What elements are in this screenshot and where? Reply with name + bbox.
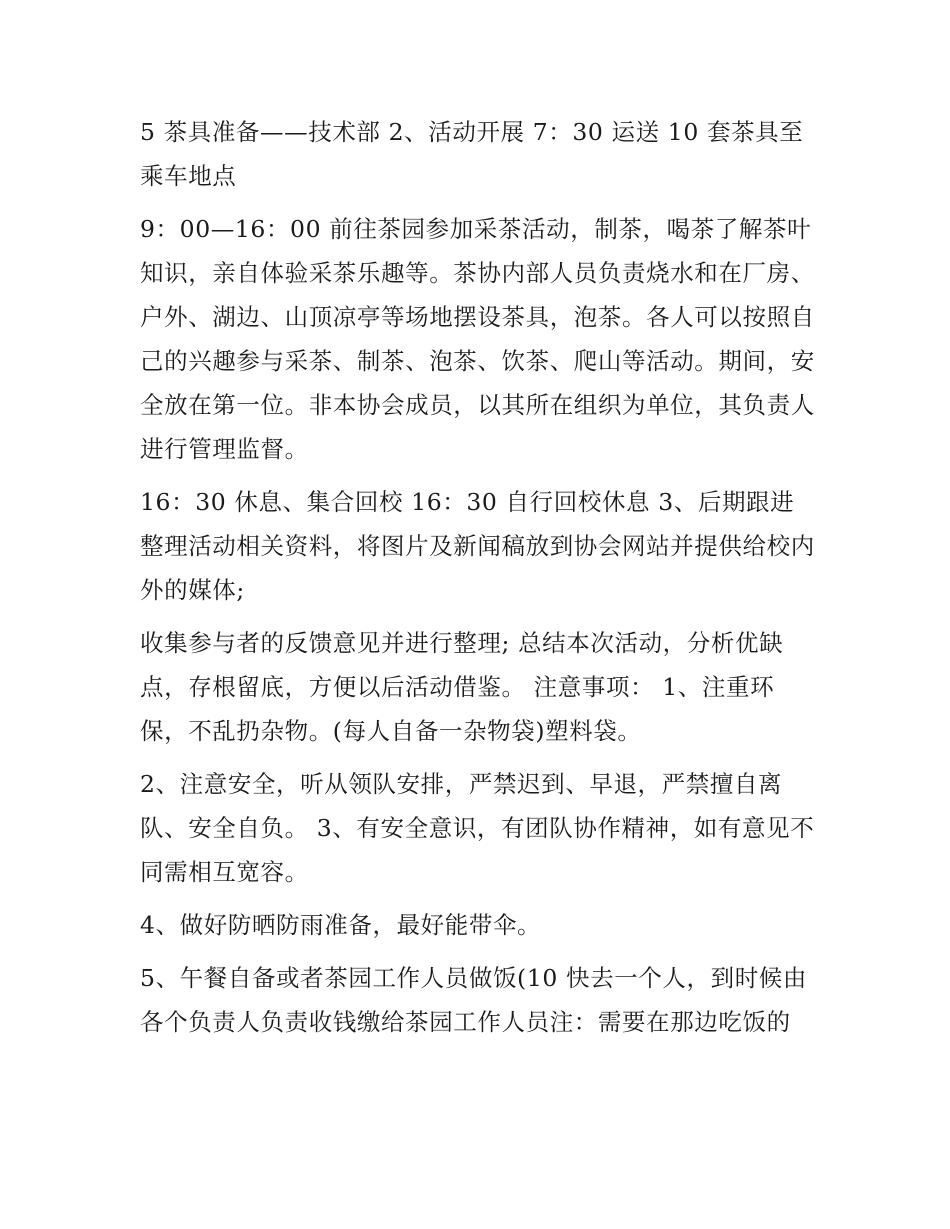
paragraph-tea-picking-activity: 9：00—16：00 前往茶园参加采茶活动，制茶，喝茶了解茶叶知识，亲自体验采茶乐趣等。茶协内部人员负责烧水和在厂房、户外、湖边、山顶凉亭等场地摆设茶具，泡茶。各人可以按照自己的兴趣参与采茶、制茶、泡茶、饮茶、爬山等活动。期间，安全放在第一位。非本协会成员，以其所在组织为单位，其负责人进行管理监督。 xyxy=(140,215,815,463)
paragraph-return-and-followup: 16：30 休息、集合回校 16：30 自行回校休息 3、后期跟进 整理活动相关资料，将图片及新闻稿放到协会网站并提供给校内外的媒体; xyxy=(140,488,815,604)
paragraph-tea-set-prep: 5 茶具准备——技术部 2、活动开展 7：30 运送 10 套茶具至乘车地点 xyxy=(140,118,804,190)
paragraph-feedback-and-notes: 收集参与者的反馈意见并进行整理; 总结本次活动，分析优缺点，存根留底，方便以后活动借鉴。 注意事项： 1、注重环保，不乱扔杂物。(每人自备一杂物袋)塑料袋。 xyxy=(140,629,784,745)
document-body xyxy=(140,110,820,1044)
paragraph-weather-note: 4、做好防晒防雨准备，最好能带伞。 xyxy=(140,911,542,939)
paragraph-safety-note: 2、注意安全，听从领队安排，严禁迟到、早退，严禁擅自离队、安全自负。 3、有安全意识，有团队协作精神，如有意见不同需相互宽容。 xyxy=(140,770,815,886)
paragraph-lunch-note: 5、午餐自备或者茶园工作人员做饭(10 快去一个人，到时候由各个负责人负责收钱缴给茶园工作人员注：需要在那边吃饭的 xyxy=(140,964,807,1036)
